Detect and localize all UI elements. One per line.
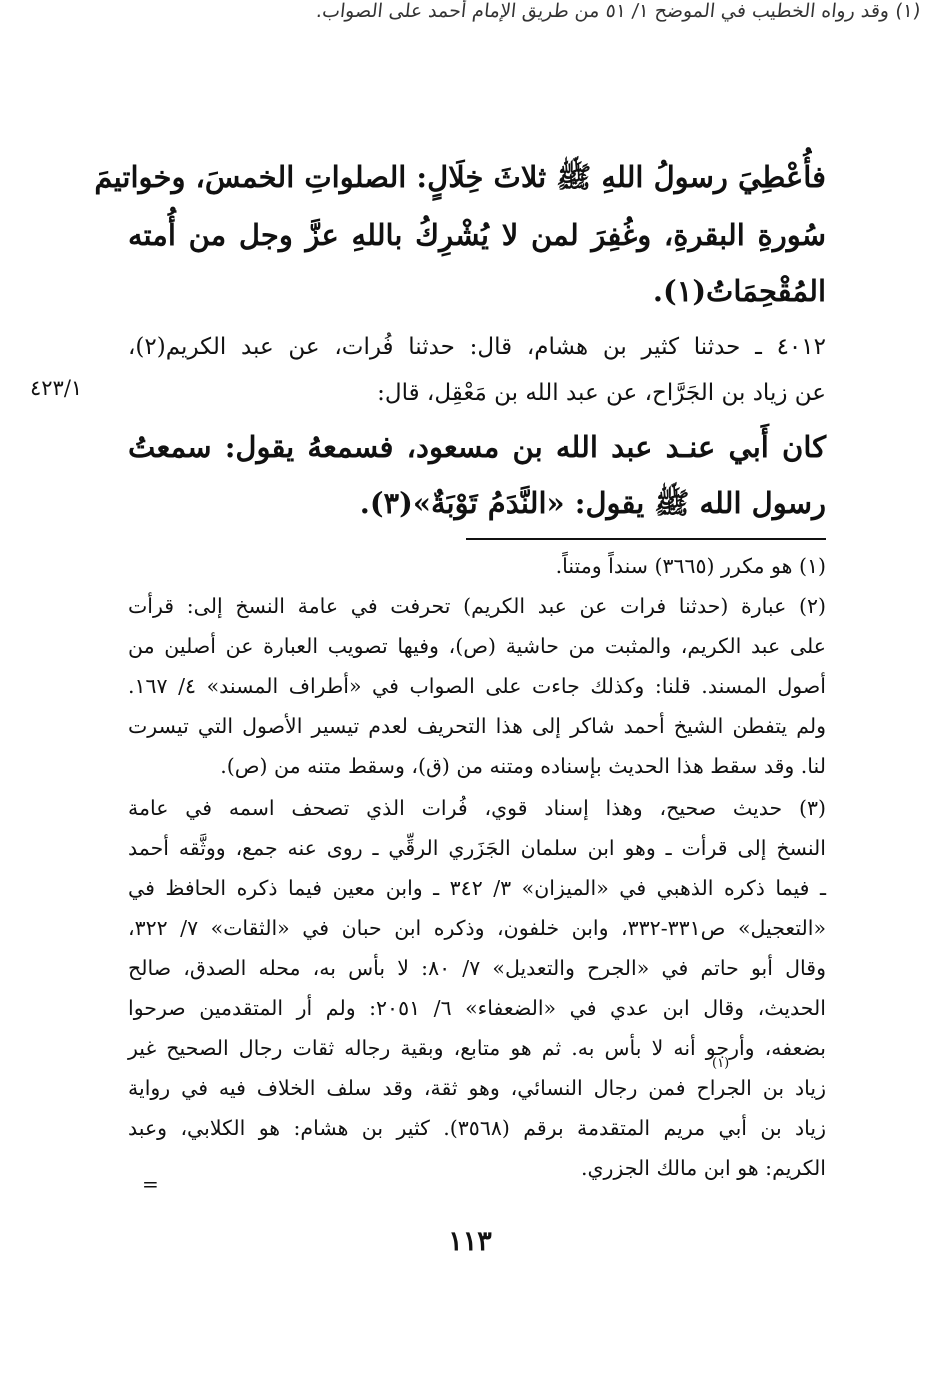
footnote-line: على عبد الكريم، والمثبت من حاشية (ص)، وفيها تصويب العبارة عن أصلين من — [128, 634, 826, 658]
footnote-line: ولم يتفطن الشيخ أحمد شاكر إلى هذا التحريف لعدم تيسير الأصول التي تيسرت — [128, 714, 826, 738]
footnote-line: (٣) حديث صحيح، وهذا إسناد قوي، فُرات الذي تصحف اسمه في عامة — [128, 796, 826, 820]
footnote-line: لنا. وقد سقط هذا الحديث بإسناده ومتنه من (ق)، وسقط متنه من (ص). — [220, 754, 826, 778]
handwritten-footnote-marker: (١) — [712, 1056, 730, 1071]
footnote-line: بضعفه، وأرجو أنه لا بأس به. ثم هو متابع، وبقية رجاله ثقات رجال الصحيح غير — [128, 1036, 826, 1060]
handwritten-margin-note: (١) وقد رواه الخطيب في الموضح ١/ ٥١ من طريق الإمام أحمد على الصواب. — [315, 0, 922, 22]
footnote-line: الكريم: هو ابن مالك الجزري. — [581, 1156, 826, 1180]
footnote-line: ـ فيما ذكره الذهبي في «الميزان» ٣/ ٣٤٢ ـ وابن معين فيما ذكره الحافظ في — [128, 876, 826, 900]
footnote-separator — [466, 538, 826, 540]
footnotes — [128, 552, 826, 1202]
footnote-line: زياد بن الجراح فمن رجال النسائي، وهو ثقة، وقد سلف الخلاف فيه في رواية — [128, 1076, 826, 1100]
footnote-line: وقال أبو حاتم في «الجرح والتعديل» ٧/ ٨٠: لا بأس به، محله الصدق، صالح — [128, 956, 826, 980]
footnote-line: «التعجيل» ص٣٣١-٣٣٢، وابن خلفون، وذكره ابن حبان في «الثقات» ٧/ ٣٢٢، — [128, 916, 826, 940]
hadith-line: سُورةِ البقرةِ، وغُفِرَ لمن لا يُشْرِكُ باللهِ عزَّ وجل من أُمته — [128, 218, 826, 252]
footnote-line: أصول المسند. قلنا: وكذلك جاءت على الصواب في «أطراف المسند» ٤/ ١٦٧. — [128, 674, 826, 698]
hadith-line: فأُعْطِيَ رسولُ اللهِ ﷺ ثلاثَ خِلَالٍ: الصلواتِ الخمسَ، وخواتيمَ — [94, 160, 826, 194]
footnote-line: (١) هو مكرر (٣٦٦٥) سنداً ومتناً. — [555, 554, 826, 578]
continuation-mark: = — [142, 1172, 159, 1196]
hadith-4012-matn — [128, 430, 826, 530]
hadith-4012-isnad — [128, 334, 826, 414]
footnote-line: النسخ إلى قرأت ـ وهو ابن سلمان الجَزَري الرقِّي ـ روى عنه جمع، ووثَّقه أحمد — [128, 836, 826, 860]
page-number: ١١٣ — [448, 1226, 492, 1257]
hadith-line: المُقْحِمَاتُ(١). — [652, 274, 826, 308]
matn-line: كان أَبي عنـد عبد الله بن مسعود، فسمعهُ يقول: سمعتُ — [128, 430, 826, 464]
isnad-line: ٤٠١٢ ـ حدثنا كثير بن هشام، قال: حدثنا فُرات، عن عبد الكريم(٢)، — [128, 334, 826, 360]
footnote-line: زياد بن أبي مريم المتقدمة برقم (٣٥٦٨). كثير بن هشام: هو الكلابي، وعبد — [128, 1116, 826, 1140]
isnad-line: عن زياد بن الجَرَّاح، عن عبد الله بن مَعْقِل، قال: — [377, 380, 826, 406]
footnote-line: الحديث، وقال ابن عدي في «الضعفاء» ٦/ ٢٠٥١: ولم أر المتقدمين صرحوا — [128, 996, 826, 1020]
hadith-4011-ending — [94, 150, 826, 310]
matn-line: رسول الله ﷺ يقول: «النَّدَمُ تَوْبَةٌ»(٣). — [359, 486, 826, 520]
margin-volume-page-reference: ٤٢٣/١ — [30, 376, 83, 400]
footnote-line: (٢) عبارة (حدثنا فرات عن عبد الكريم) تحرفت في عامة النسخ إلى: قرأت — [128, 594, 826, 618]
